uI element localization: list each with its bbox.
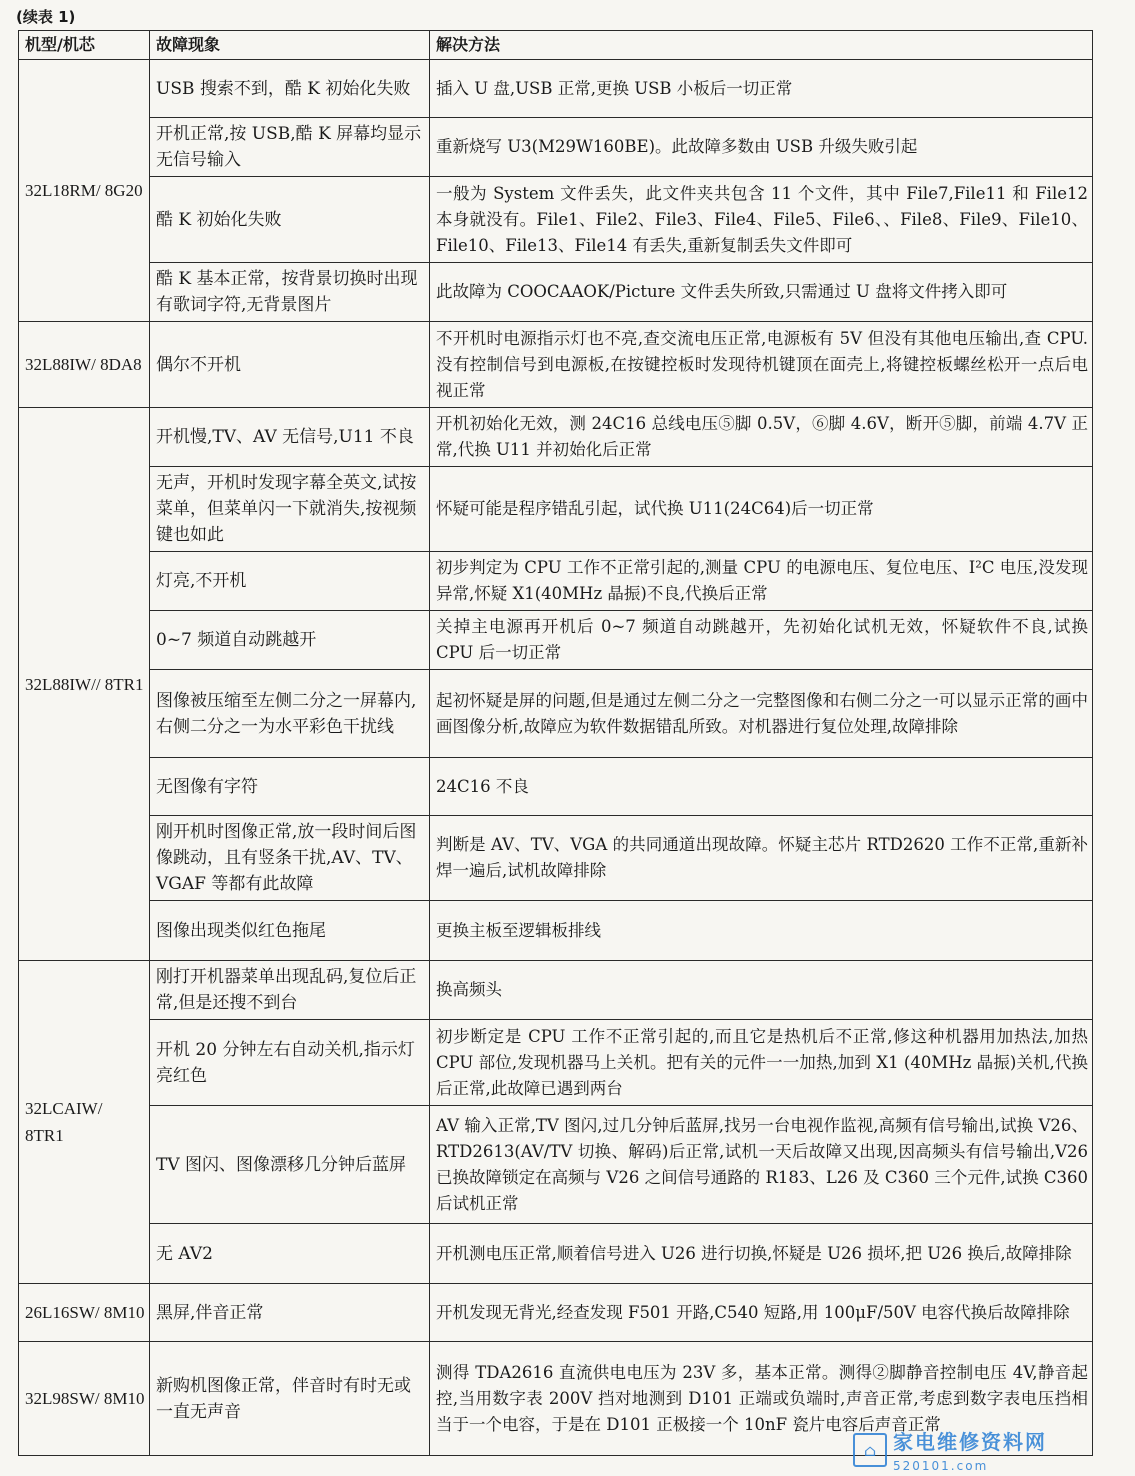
symptom-cell: 0~7 频道自动跳越开 xyxy=(150,611,430,670)
symptom-cell: 偶尔不开机 xyxy=(150,322,430,408)
solution-cell: 关掉主电源再开机后 0~7 频道自动跳越开，先初始化试机无效，怀疑软件不良,试换 CPU 后一切正常 xyxy=(430,611,1093,670)
header-solution: 解决方法 xyxy=(430,31,1093,60)
solution-cell: 初步断定是 CPU 工作不正常引起的,而且它是热机后不正常,修这种机器用加热法,加热 CPU 部位,发现机器马上关机。把有关的元件一一加热,加到 X1 (40MHz 晶振)关机,代换后正常,此故障已遇到两台 xyxy=(430,1020,1093,1106)
symptom-cell: 新购机图像正常，伴音时有时无或一直无声音 xyxy=(150,1342,430,1456)
table-row xyxy=(19,118,1093,177)
watermark-brand: 家电维修资料网 xyxy=(893,1430,1047,1454)
symptom-cell: 无图像有字符 xyxy=(150,758,430,816)
model-cell: 32LCAIW/ 8TR1 xyxy=(19,961,150,1284)
solution-cell: 不开机时电源指示灯也不亮,查交流电压正常,电源板有 5V 但没有其他电压输出,查 CPU.没有控制信号到电源板,在按键控板时发现待机键顶在面壳上,将键控板螺丝松开一点后电视正常 xyxy=(430,322,1093,408)
header-model: 机型/机芯 xyxy=(19,31,150,60)
table-row xyxy=(19,1020,1093,1106)
table-row xyxy=(19,1224,1093,1284)
table-row xyxy=(19,961,1093,1020)
symptom-cell: 灯亮,不开机 xyxy=(150,552,430,611)
solution-cell: 测得 TDA2616 直流供电电压为 23V 多，基本正常。测得②脚静音控制电压 4V,静音起控,当用数字表 200V 挡对地测到 D101 正端或负端时,声音正常,考虑到数字表电压挡相当于一个电容，于是在 D101 正极接一个 10nF 瓷片电容后声音正常 xyxy=(430,1342,1093,1456)
watermark-logo xyxy=(853,1430,1113,1473)
solution-cell: 开机测电压正常,顺着信号进入 U26 进行切换,怀疑是 U26 损坏,把 U26 换后,故障排除 xyxy=(430,1224,1093,1284)
table-row xyxy=(19,816,1093,901)
symptom-cell: 酷 K 初始化失败 xyxy=(150,177,430,263)
table-row xyxy=(19,670,1093,758)
symptom-cell: USB 搜索不到，酷 K 初始化失败 xyxy=(150,60,430,118)
solution-cell: 更换主板至逻辑板排线 xyxy=(430,901,1093,961)
symptom-cell: 刚开机时图像正常,放一段时间后图像跳动，且有竖条干扰,AV、TV、VGAF 等都有此故障 xyxy=(150,816,430,901)
header-row xyxy=(19,31,1093,60)
symptom-cell: 图像出现类似红色拖尾 xyxy=(150,901,430,961)
symptom-cell: 无 AV2 xyxy=(150,1224,430,1284)
house-icon: ⌂ xyxy=(853,1433,887,1467)
model-cell: 32L88IW// 8TR1 xyxy=(19,408,150,961)
symptom-cell: 图像被压缩至左侧二分之一屏幕内,右侧二分之一为水平彩色干扰线 xyxy=(150,670,430,758)
table-row xyxy=(19,901,1093,961)
table-row xyxy=(19,1106,1093,1224)
table-row xyxy=(19,322,1093,408)
model-cell: 32L18RM/ 8G20 xyxy=(19,60,150,322)
solution-cell: 此故障为 COOCAAOK/Picture 文件丢失所致,只需通过 U 盘将文件拷入即可 xyxy=(430,263,1093,322)
table-row xyxy=(19,60,1093,118)
solution-cell: 起初怀疑是屏的问题,但是通过左侧二分之一完整图像和右侧二分之一可以显示正常的画中画图像分析,故障应为软件数据错乱所致。对机器进行复位处理,故障排除 xyxy=(430,670,1093,758)
symptom-cell: 刚打开机器菜单出现乱码,复位后正常,但是还搜不到台 xyxy=(150,961,430,1020)
solution-cell: 重新烧写 U3(M29W160BE)。此故障多数由 USB 升级失败引起 xyxy=(430,118,1093,177)
fault-table xyxy=(18,30,1093,1456)
table-row xyxy=(19,467,1093,552)
solution-cell: 初步判定为 CPU 工作不正常引起的,测量 CPU 的电源电压、复位电压、I²C 电压,没发现异常,怀疑 X1(40MHz 晶振)不良,代换后正常 xyxy=(430,552,1093,611)
model-cell: 32L88IW/ 8DA8 xyxy=(19,322,150,408)
solution-cell: 怀疑可能是程序错乱引起，试代换 U11(24C64)后一切正常 xyxy=(430,467,1093,552)
table-row xyxy=(19,758,1093,816)
table-row xyxy=(19,263,1093,322)
symptom-cell: 无声，开机时发现字幕全英文,试按菜单，但菜单闪一下就消失,按视频键也如此 xyxy=(150,467,430,552)
solution-cell: 插入 U 盘,USB 正常,更换 USB 小板后一切正常 xyxy=(430,60,1093,118)
solution-cell: 一般为 System 文件丢失，此文件夹共包含 11 个文件，其中 File7,File11 和 File12 本身就没有。File1、File2、File3、File4、File5、File6、、File8、File9、File10、File10、File13、File14 有丢失,重新复制丢失文件即可 xyxy=(430,177,1093,263)
table-row xyxy=(19,611,1093,670)
symptom-cell: 黑屏,伴音正常 xyxy=(150,1284,430,1342)
solution-cell: AV 输入正常,TV 图闪,过几分钟后蓝屏,找另一台电视作监视,高频有信号输出,试换 V26、RTD2613(AV/TV 切换、解码)后正常,试机一天后故障又出现,因高频头有信号输出,V26 已换故障锁定在高频与 V26 之间信号通路的 R183、L26 及 C360 三个元件,试换 C360 后试机正常 xyxy=(430,1106,1093,1224)
solution-cell: 开机初始化无效，测 24C16 总线电压⑤脚 0.5V，⑥脚 4.6V，断开⑤脚，前端 4.7V 正常,代换 U11 并初始化后正常 xyxy=(430,408,1093,467)
solution-cell: 换高频头 xyxy=(430,961,1093,1020)
table-caption: (续表 1) xyxy=(16,8,76,26)
symptom-cell: 酷 K 基本正常，按背景切换时出现有歌词字符,无背景图片 xyxy=(150,263,430,322)
solution-cell: 24C16 不良 xyxy=(430,758,1093,816)
model-cell: 32L98SW/ 8M10 xyxy=(19,1342,150,1456)
table-row xyxy=(19,552,1093,611)
symptom-cell: 开机 20 分钟左右自动关机,指示灯亮红色 xyxy=(150,1020,430,1106)
solution-cell: 开机发现无背光,经查发现 F501 开路,C540 短路,用 100μF/50V 电容代换后故障排除 xyxy=(430,1284,1093,1342)
model-cell: 26L16SW/ 8M10 xyxy=(19,1284,150,1342)
table-row xyxy=(19,1284,1093,1342)
watermark-url: 520101.com xyxy=(893,1459,989,1473)
symptom-cell: 开机正常,按 USB,酷 K 屏幕均显示无信号输入 xyxy=(150,118,430,177)
symptom-cell: TV 图闪、图像漂移几分钟后蓝屏 xyxy=(150,1106,430,1224)
solution-cell: 判断是 AV、TV、VGA 的共同通道出现故障。怀疑主芯片 RTD2620 工作不正常,重新补焊一遍后,试机故障排除 xyxy=(430,816,1093,901)
table-row xyxy=(19,177,1093,263)
symptom-cell: 开机慢,TV、AV 无信号,U11 不良 xyxy=(150,408,430,467)
header-symptom: 故障现象 xyxy=(150,31,430,60)
table-row xyxy=(19,408,1093,467)
